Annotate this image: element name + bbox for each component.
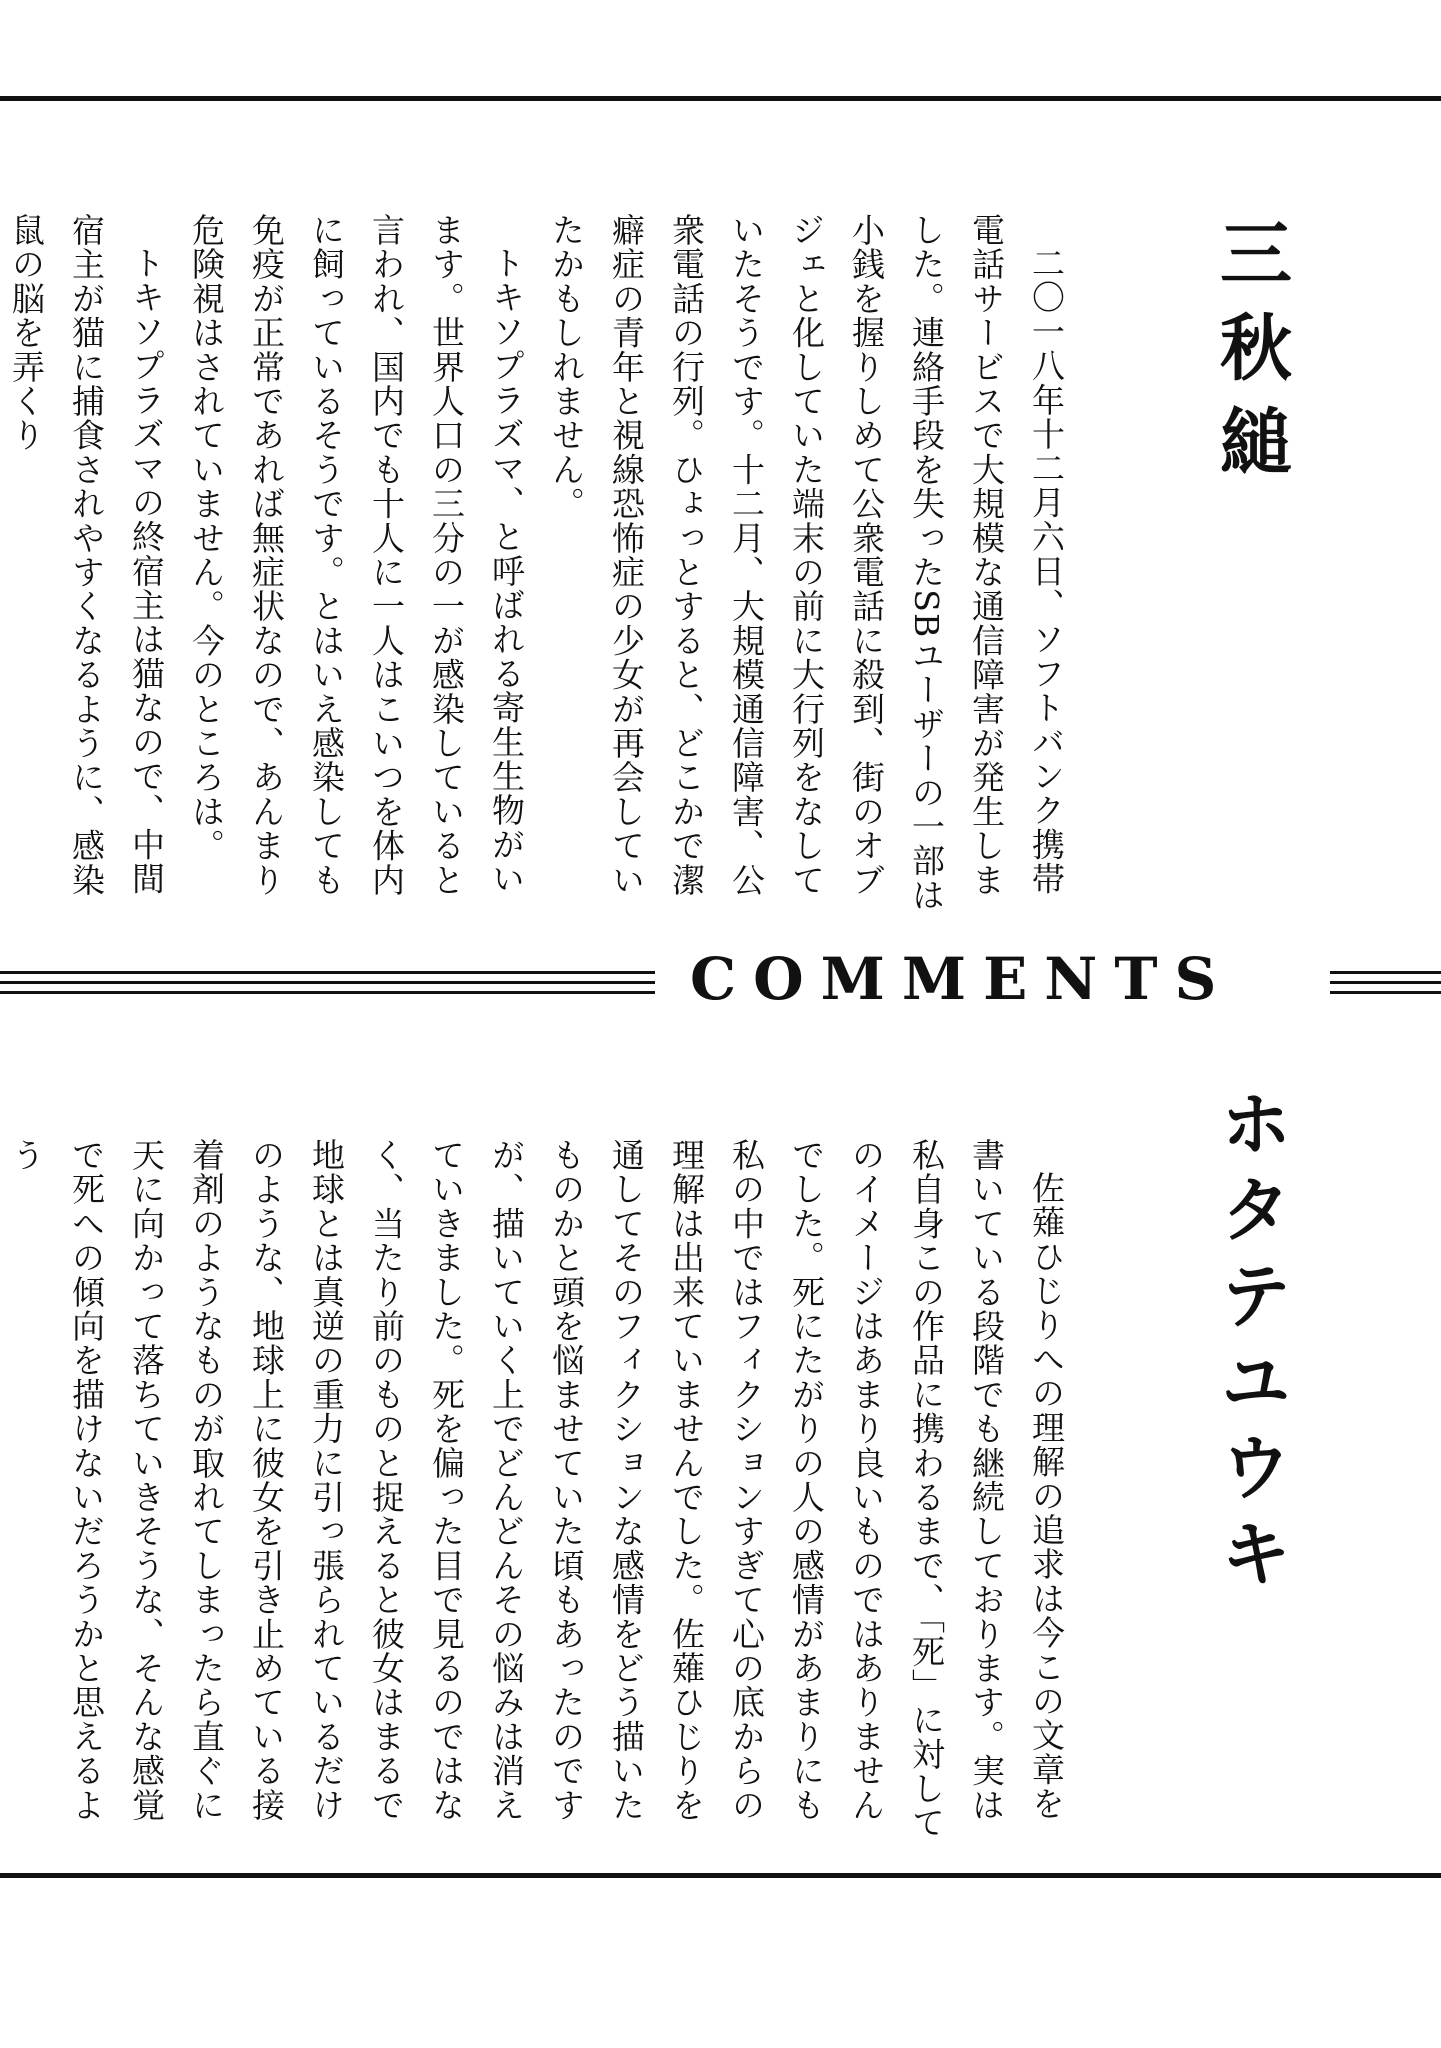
paragraph: トキソプラズマの終宿主は猫なので、中間宿主が猫に捕食されやすくなるように、感染鼠の脳を弄くり [7, 213, 166, 897]
paragraph: 佐薙ひじりへの理解の追求は今この文章を書いている段階でも継続しております。実は私自身この作品に携わるまで、「死」に対してのイメージはあまり良いものではありませんでした。死にたがりの人の感情があまりにも私の中ではフィクションすぎて心の底からの理解は出来ていませんでした。佐薙ひじりを通してそのフィクションな感情をどう描いたものかと頭を悩ませていた頃もあったのですが、描いていく上でどんどんその悩みは消えていきました。死を偏った目で見るのではなく、当たり前のものと捉えると彼女はまるで地球とは真逆の重力に引っ張られているだけのような、地球上に彼女を引き止めている接着剤のようなものが取れてしまったら直ぐに天に向かって落ちていきそうな、そんな感覚で死への傾向を描けないだろうかと思えるよう [7, 1138, 1066, 1840]
divider-line [1330, 991, 1441, 994]
comment-body [7, 1138, 1076, 1848]
author-name: ホタテユウキ [1208, 1086, 1293, 1602]
paragraph: トキソプラズマ、と呼ばれる寄生生物がいます。世界人口の三分の一が感染していると言われ、国内でも十人に一人はこいつを体内に飼っているそうです。とはいえ感染しても免疫が正常であれば無症状なので、あんまり危険視はされていません。今のところは。 [187, 213, 526, 897]
comments-heading: COMMENTS [690, 945, 1234, 1013]
divider-line [0, 981, 655, 984]
comment-section-2 [0, 1030, 1441, 1873]
comment-section-1 [0, 101, 1441, 931]
paragraph: 二〇一八年十二月六日、ソフトバンク携帯電話サービスで大規模な通信障害が発生しました。連絡手段を失ったSBユーザーの一部は小銭を握りしめて公衆電話に殺到、街のオブジェと化していた端末の前に大行列をなしていたそうです。十二月、大規模通信障害、公衆電話の行列。ひょっとすると、どこかで潔癖症の青年と視線恐怖症の少女が再会していたかもしれません。 [547, 213, 1066, 913]
bottom-rule [0, 1873, 1441, 1878]
comments-divider [0, 931, 1441, 1030]
divider-line [0, 971, 655, 974]
divider-line [0, 991, 655, 994]
author-name: 三秋縋 [1208, 216, 1293, 498]
divider-line [1330, 981, 1441, 984]
divider-line [1330, 971, 1441, 974]
comment-body [7, 213, 1076, 913]
